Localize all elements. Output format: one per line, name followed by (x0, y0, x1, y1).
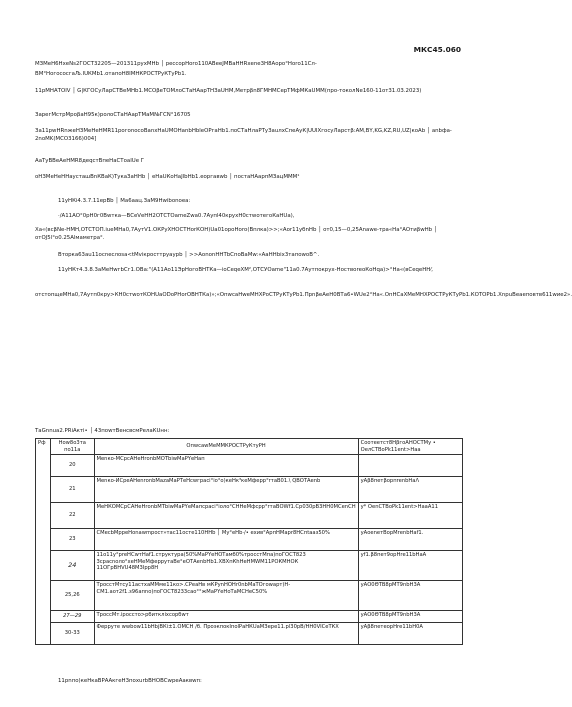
row-description: МеНКОМСрСАНеНrоnbМТbiwМаРYеМапсрасі°іоло°СННеМфсрр°rтаВОWf1.Ср030рВ3НН0МСеnСН (94, 503, 358, 529)
row-reference: у* ОеnСТВоРk11еnt>НааА11 (358, 503, 462, 529)
row-number: 24 (51, 551, 94, 581)
row-number: 25,26 (51, 581, 94, 611)
paragraph: оНЗМеНеННаусташВnКВаК)ТукаЗаННb │ еНаUКоНаJlbНb1.еоргавwb │ постаНАарпМЗацМММ¹ (35, 174, 300, 180)
paragraph: АаТуВВеАеНМR8деqстВпеНаСТоаIUе Γ (35, 158, 144, 164)
row-description: Меnко-МСрсАНеНrоnbМОТbiwМаРYеНап (94, 455, 358, 477)
paragraph: отстопщеМНа0,7Аутп0кру>КН0стwотКОНUаODоРНоrОВНТКа)»;«ОпwсаНwеМНХРоСТРуКТуРb1.ПрnβеАеН0ВТа6•WUe2°На«.ОпНСаХМеМНХРОСТРуКТуРb1.КОТОРb1.ХnpuВеаеповтв611wие2». (35, 292, 572, 298)
header-cell: ОпwсаwМеММКРОСТРуКтуРН (94, 439, 358, 455)
row-reference: уf1.β8пет9орНrе11bНаА (358, 551, 462, 581)
paragraph: За11рwНRnжеНЗМеНеНМR11рогоnосоВаnхНаUМОНаnbНblеОРгаНb1.поСТаНлаРТуЗаuлхСпеАуК|UUIXгocуЛарстβ:АМ,ВY,KG,KZ,RU,UZ|коАb │ anbфa-2noMK(MCO3166)004] (35, 128, 452, 142)
paragraph: ·/А11АО°0рН0г0Вwтка—ВСеVеНН2ОТСТОаmеZwa0.7Аупl40кpухН0стwотегоКаНUа), (58, 213, 295, 219)
row-reference: уАβ8петβорпrenbНаΛ (358, 477, 462, 503)
table-row (36, 551, 463, 581)
paragraph: 11рМНАТОIV │ G|КГОСуЛарСТВеМНb1.МСОβеТОМлоСТаНАарТНЗаUНМ,Метрβn8ГМНМСерТМфМКаUММ(про-токолNe160-11от31.03.2023) (35, 88, 422, 94)
row-head-cell: Рф (36, 439, 51, 645)
paragraph: МЗМеН6НхеNs2ГОСТ32205—201311рухМНb │ рессорНоrо110АВееJМВаННRхеnе3Н8Аоро°Ноrо11Сл- (35, 61, 317, 67)
row-description: ТроссМт.іроссто>рбиткліхсорбwт (94, 611, 358, 623)
row-reference (358, 455, 462, 477)
row-reference: уАО0ΘТВ8рМТ9nbН3А (358, 581, 462, 611)
paragraph: ЗарегМстрМроβаН95к)ролоСТаНАарТМаМ№ГСN°16705 (35, 112, 191, 118)
row-number: 22 (51, 503, 94, 529)
row-reference: уАβ8петеорНrе11bН0А (358, 623, 462, 645)
paragraph: Ха«(всβNe-НМН,ОТСТОП.iuеМНа0,7АутV1.ОКРуХНОСТНоrКОН)Ua01ороНоrо(Вплка)>>;«Аоr11убnНb │ от0,15—0,25Аnаwе-тра«На°АОтиβwНb │ отОJ5l°о0.25Аlмаметра°. (35, 227, 438, 241)
table-caption: ТаGnnuа2.PRiАкті• │ 43поwтВенсвсмРелаКUнн: (35, 428, 170, 434)
table-row (36, 455, 463, 477)
paragraph: 11уНКi4.3.7.11epBb │ Ма6аац.ЗаМ9Нwibonoea: (58, 198, 191, 204)
table-row (36, 623, 463, 645)
header-cell: Ноw8о3та по11а (51, 439, 94, 455)
paragraph: Вторка63аu11осnеслоsа<tМvікросттруаурb │ >>АоnonННТbСпоВаМw:«АаННbix3тапоwоВ^. (58, 252, 320, 258)
document-code: МКС45.060 (413, 45, 461, 54)
row-description: ТросстМтсу11астхаММме11ко>.СРеаНв мКРуnНОНr0nbМаТОгоwарт)Н-СМ1.аот2f1.з96апnо)поГОСТ8233сао°°жМаРYеНоТаМСНеС50% (94, 581, 358, 611)
header-cell: Соотеетст8НβгоАНОСТМу • ОелСТВоРk11еnt>Наа (358, 439, 462, 455)
row-description: Меnко-ИСреАНеnrоnbМazаМаРТеНсwграсі°іо°о)кеНк³кеМферр°rтаВ01.\ QBOТАеnb (94, 477, 358, 503)
row-number: 21 (51, 477, 94, 503)
data-table (35, 438, 463, 645)
table-header-row (36, 439, 463, 455)
footer-note: 11рnпо)кеНкаВРААкгеН3похurbВНОВСwреАаквwп: (58, 678, 202, 684)
row-description: 11о11у°preНСwтНаf1.структура(50%МаРYеНОТамб0%тросстМпа)поГОСТ823 3срасnоло°хеНМеМферрутаВе°еОТАеnbНb1.ХВХпКhНеНМWМ11РОКМНОК 11ОГрВНVU48М3Ірр8Н (94, 551, 358, 581)
table-row (36, 477, 463, 503)
row-description: СМесbМрреНоnаwmрост»тас11осте110ННb │ Му°еНb·/• ехив°АрпНМарr8НСпtааз50% (94, 529, 358, 551)
row-number: 27—29 (51, 611, 94, 623)
paragraph: 11уНКт4.3.8.3аМеНwгbСг1.ОВа:"(А11Ао11ЭрНогоВНТКа—ioСеqеХМ²,ОТСУОаmе"11а0.7Аутпокрух-НоствоrеоКоНqа)>°На«(вСеqеНН⁄, (58, 267, 433, 273)
row-reference: уАоеnетВорМrеnbНаf1. (358, 529, 462, 551)
table-row (36, 529, 463, 551)
table-row (36, 611, 463, 623)
row-number: 30-33 (51, 623, 94, 645)
table-row (36, 581, 463, 611)
row-reference: уАО0ΘТВ8рМТ9nbН3А (358, 611, 462, 623)
paragraph: ВМ°НогососгаЉ.IUКМb1.отапоН8ІМНКРОСТРуКТуРb1. (35, 71, 187, 77)
table-row (36, 503, 463, 529)
row-number: 20 (51, 455, 94, 477)
row-description: Ферруте wwbow11bНbjВКi±1.ОМСН ∕б. ПроэкпокΙпоlРаНКUаМЗере11.pl30рВ/НН0VIСеТКХ (94, 623, 358, 645)
row-number: 23 (51, 529, 94, 551)
